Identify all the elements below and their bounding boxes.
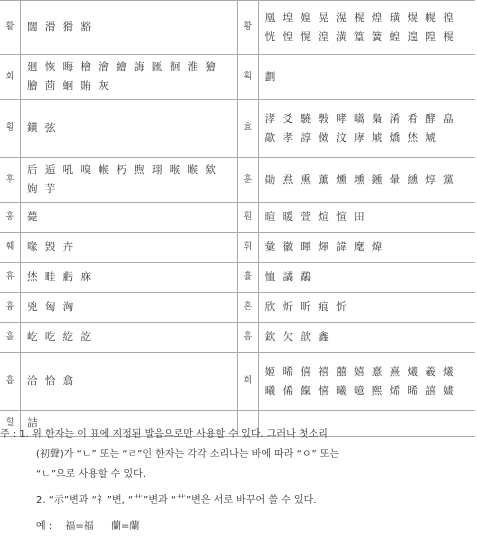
hanja-cell: 后 逅 吼 嗅 帿 朽 煦 珝 喉 睺 欸 姁 芋 [21, 158, 238, 203]
note-2: 2. “示”변과 “礻”변, “艹”변과 “⺾”변은 서로 바꾸어 쓸 수 있다. [36, 495, 317, 506]
sound-cell: 황 [237, 1, 258, 55]
hanja-cell: 欽 欠 歆 鑫 [258, 323, 475, 353]
sound-cell: 흘 [0, 323, 21, 353]
table-row [0, 158, 475, 203]
hanja-cell: 彙 徽 暉 煇 諱 麾 煒 [258, 233, 475, 263]
hanja-cell: 闊 滑 猾 豁 [21, 1, 238, 55]
example-1: 福=福 [65, 521, 94, 532]
sound-cell: 훈 [237, 158, 258, 203]
sound-cell: 효 [237, 100, 258, 158]
hanja-cell: 兇 匈 洶 [21, 293, 238, 323]
example-2: 蘭=蘭 [110, 521, 140, 532]
table-row [0, 55, 475, 100]
sound-cell: 희 [237, 353, 258, 411]
hanja-cell: 詰 [21, 411, 238, 437]
table-row [0, 263, 475, 293]
note-1-line-1: 주 : 1. 위 한자는 이 표에 지정된 발음으로만 사용할 수 있다. 그러나 첫소리 [0, 429, 328, 440]
table-row [0, 233, 475, 263]
sound-cell: 회 [0, 55, 21, 100]
hanja-cell: 薨 [21, 203, 238, 233]
hanja-cell: 欣 炘 昕 痕 忻 [258, 293, 475, 323]
example-label: 예 : [36, 521, 53, 532]
table-row [0, 353, 475, 411]
sound-cell: 훼 [0, 233, 21, 263]
sound-cell: 휘 [237, 233, 258, 263]
sound-cell: 힐 [0, 411, 21, 437]
hanja-cell: 涍 爻 驍 斅 哮 嚆 梟 淆 肴 酵 皛 歊 孝 諄 傚 汶 庨 虓 燆 烋 虓 [258, 100, 475, 158]
table-row [0, 1, 475, 55]
hanja-cell: 恤 譎 鷸 [258, 263, 475, 293]
hanja-cell: 凰 堭 媓 晃 滉 榥 煌 璜 熀 幌 徨 恍 惶 愰 湟 潢 篁 簧 蝗 遑 隍 榥 [258, 1, 475, 55]
sound-cell: 휼 [237, 263, 258, 293]
note-1-line-3: “ㄴ”으로 사용할 수 있다. [36, 469, 147, 480]
note-1-line-2: (初聲)가 “ㄴ” 또는 “ㄹ”인 한자는 각각 소리나는 바에 따라 “ㅇ” 또는 [36, 449, 340, 460]
sound-cell: 흔 [237, 293, 258, 323]
sound-cell: 활 [0, 1, 21, 55]
hanja-cell: 暄 暖 萱 煊 愃 田 [258, 203, 475, 233]
hanja-cell: 劃 [258, 55, 475, 100]
example-row [36, 518, 143, 536]
sound-cell: 훙 [0, 203, 21, 233]
table-row [0, 203, 475, 233]
hanja-cell: 屹 吃 紇 訖 [21, 323, 238, 353]
sound-cell: 흠 [237, 323, 258, 353]
table-row [0, 100, 475, 158]
sound-cell: 훤 [237, 203, 258, 233]
hanja-cell: 勛 焄 熏 薰 燻 壎 鑂 暈 纁 焞 黨 [258, 158, 475, 203]
sound-cell: 획 [237, 55, 258, 100]
table-row [0, 323, 475, 353]
hanja-cell: 鐄 弦 [21, 100, 238, 158]
hanja-cell: 洽 恰 翕 [21, 353, 238, 411]
sound-cell: 흉 [0, 293, 21, 323]
sound-cell: 휴 [0, 263, 21, 293]
sound-cell: 흡 [0, 353, 21, 411]
hanja-cell: 烋 畦 虧 庥 [21, 263, 238, 293]
hanja-cell: 廻 恢 晦 檜 澮 繪 誨 匯 徊 淮 獪 膾 茴 蛔 賄 灰 [21, 55, 238, 100]
table-row [0, 293, 475, 323]
sound-cell: 횡 [0, 100, 21, 158]
hanja-cell: 喙 毁 卉 [21, 233, 238, 263]
sound-cell: 후 [0, 158, 21, 203]
hanja-cell: 姬 晞 僖 禧 囍 嬉 憙 熹 爔 羲 爔 曦 俙 餼 憘 曦 噫 熙 烯 晞 譆 嫿 [258, 353, 475, 411]
